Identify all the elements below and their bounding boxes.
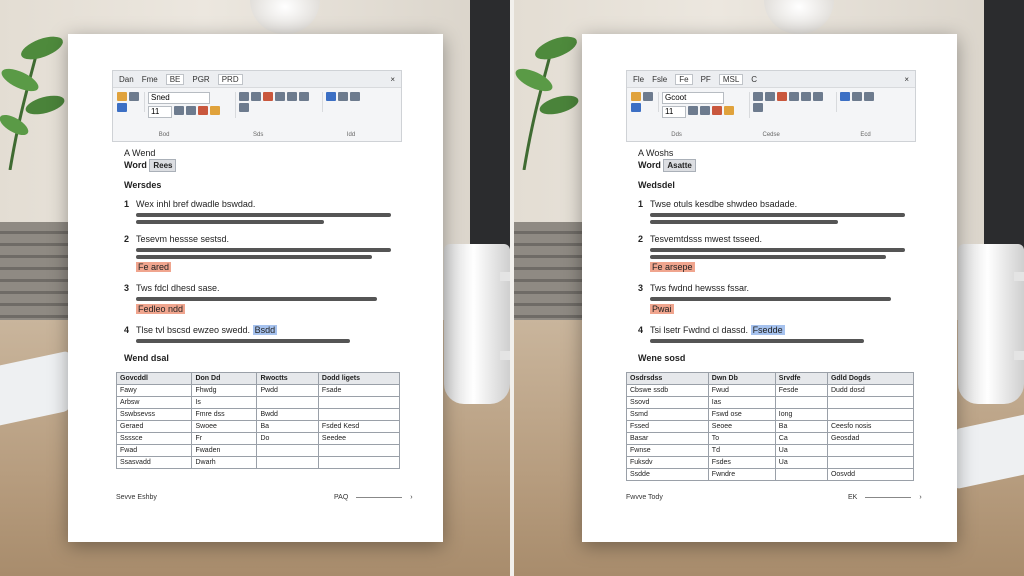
monitor — [470, 0, 510, 250]
tab-3[interactable]: PF — [700, 74, 711, 84]
doc-header: A Woshs — [638, 148, 674, 158]
table-cell: Arbsw — [117, 397, 192, 409]
table-cell: Swoee — [192, 421, 257, 433]
list-item — [124, 325, 404, 343]
table-row — [117, 397, 400, 409]
list-item — [638, 325, 918, 343]
group-labels — [627, 132, 915, 138]
table-cell: Ca — [775, 433, 827, 445]
monitor — [984, 0, 1024, 250]
data-table-right — [626, 372, 914, 481]
table-cell: Fwud — [708, 385, 775, 397]
group-label-2: Ecd — [860, 132, 871, 138]
doc-title — [124, 159, 404, 172]
list-number: 3 — [638, 283, 644, 293]
align-left-icon[interactable] — [275, 92, 285, 101]
cut-icon[interactable] — [129, 92, 139, 101]
bold-icon[interactable] — [174, 106, 184, 115]
table-cell: Ua — [775, 445, 827, 457]
justify-icon[interactable] — [239, 103, 249, 112]
table-cell — [318, 445, 399, 457]
plant-icon — [0, 20, 70, 170]
paste-icon[interactable] — [631, 92, 641, 101]
table-row — [627, 433, 914, 445]
tab-4[interactable]: MSL — [719, 74, 743, 85]
table-cell — [827, 397, 913, 409]
list-highlight: Pwai — [652, 304, 672, 314]
table-cell: Fsdes — [708, 457, 775, 469]
document-body-left — [124, 148, 404, 364]
table-cell: Td — [708, 445, 775, 457]
shelf — [514, 222, 584, 322]
close-icon[interactable]: × — [904, 74, 909, 84]
document-body-right — [638, 148, 918, 364]
table-cell: Fmre dss — [192, 409, 257, 421]
align-right-icon[interactable] — [813, 92, 823, 101]
font-color-icon[interactable] — [198, 106, 208, 115]
justify-icon[interactable] — [753, 103, 763, 112]
replace-icon[interactable] — [852, 92, 862, 101]
font-group — [662, 92, 750, 118]
page-footer-left — [626, 494, 663, 501]
italic-icon[interactable] — [700, 106, 710, 115]
table-cell: Basar — [627, 433, 709, 445]
page-footer-right — [848, 494, 922, 501]
editing-group — [326, 92, 365, 101]
list-text: Tws fdcl dhesd sase. — [136, 283, 220, 293]
footer-left-text: Fwvve Tody — [626, 494, 663, 501]
table-cell: Bwdd — [257, 409, 318, 421]
list-text: Tesvemtdsss mwest tsseed. — [650, 234, 763, 244]
photo-right — [514, 0, 1024, 576]
table-cell — [827, 457, 913, 469]
editing-group — [840, 92, 879, 101]
table-cell: Ssdde — [627, 469, 709, 481]
font-size-box[interactable]: 11 — [148, 106, 172, 118]
table-cell — [318, 457, 399, 469]
ribbon-left — [112, 70, 402, 142]
select-icon[interactable] — [350, 92, 360, 101]
highlight-icon[interactable] — [724, 106, 734, 115]
table-header: Govcddl — [117, 373, 192, 385]
table-row — [117, 421, 400, 433]
select-icon[interactable] — [864, 92, 874, 101]
align-center-icon[interactable] — [287, 92, 297, 101]
list-item — [638, 234, 918, 273]
paragraph-group — [753, 92, 837, 112]
table-cell: Geosdad — [827, 433, 913, 445]
table-header: Dodd ligets — [318, 373, 399, 385]
toolbar — [113, 88, 401, 132]
paste-icon[interactable] — [117, 92, 127, 101]
italic-icon[interactable] — [186, 106, 196, 115]
list-text: Tws fwdnd hewsss fssar. — [650, 283, 750, 293]
table-cell: Pwdd — [257, 385, 318, 397]
chevron-right-icon[interactable]: › — [410, 494, 413, 501]
tab-5[interactable]: C — [751, 74, 758, 84]
list-number: 2 — [124, 234, 130, 244]
table-cell: Ssasvadd — [117, 457, 192, 469]
table-row — [627, 457, 914, 469]
table-cell: Ba — [775, 421, 827, 433]
table-cell: Do — [257, 433, 318, 445]
align-center-icon[interactable] — [801, 92, 811, 101]
table-cell: Ceesfo nosis — [827, 421, 913, 433]
table-header: Gdld Dogds — [827, 373, 913, 385]
footer-right-text: EK — [848, 494, 858, 501]
table-cell: Fwnse — [627, 445, 709, 457]
list-tag: Fe arsepe — [652, 262, 693, 272]
tab-4[interactable]: PRD — [218, 74, 243, 85]
cut-icon[interactable] — [643, 92, 653, 101]
close-icon[interactable]: × — [390, 74, 395, 84]
text-style-icon[interactable] — [263, 92, 273, 101]
data-table-left — [116, 372, 400, 469]
table-cell: Fwad — [117, 445, 192, 457]
tab-3[interactable]: PGR — [192, 74, 210, 84]
table-row — [627, 469, 914, 481]
format-painter-icon[interactable] — [631, 103, 641, 112]
doc-title-word: Word — [124, 160, 147, 170]
clipboard-group — [117, 92, 145, 112]
mug-handle — [1014, 272, 1024, 360]
table-row — [117, 457, 400, 469]
table-row — [627, 445, 914, 457]
doc-title-chip[interactable]: Asatte — [663, 159, 695, 172]
list-item — [124, 283, 404, 315]
table-cell: Seoee — [708, 421, 775, 433]
find-icon[interactable] — [840, 92, 850, 101]
table-row — [117, 445, 400, 457]
table-cell: Ssovd — [627, 397, 709, 409]
tab-0[interactable]: Dan — [119, 74, 134, 84]
table-cell — [827, 445, 913, 457]
list-number: 1 — [124, 199, 130, 209]
table-header-row — [627, 373, 914, 385]
table-heading: Wene sosd — [638, 353, 686, 363]
table-cell: Ssmd — [627, 409, 709, 421]
list-item — [124, 199, 404, 224]
font-color-icon[interactable] — [712, 106, 722, 115]
toolbar — [627, 88, 915, 132]
font-group — [148, 92, 236, 118]
align-left-icon[interactable] — [789, 92, 799, 101]
table-cell — [775, 469, 827, 481]
list-text: Tlse tvl bscsd ewzeo swedd. — [136, 325, 251, 335]
table-cell: Fawy — [117, 385, 192, 397]
table-cell — [257, 445, 318, 457]
table-cell: Fssed — [627, 421, 709, 433]
bullets-icon[interactable] — [753, 92, 763, 101]
list-item — [638, 283, 918, 315]
list-text: Twse otuls kesdbe shwdeo bsadade. — [650, 199, 798, 209]
table-row — [627, 385, 914, 397]
table-cell — [257, 457, 318, 469]
table-row — [627, 421, 914, 433]
table-header: Dwn Db — [708, 373, 775, 385]
table-row — [627, 409, 914, 421]
table-cell: Is — [192, 397, 257, 409]
text-style-icon[interactable] — [777, 92, 787, 101]
group-label-2: Idd — [346, 132, 356, 138]
ribbon-right — [626, 70, 916, 142]
table-cell: Fswd ose — [708, 409, 775, 421]
table-cell: Fsded Kesd — [318, 421, 399, 433]
table-cell: Ias — [708, 397, 775, 409]
table-row — [117, 409, 400, 421]
list-number: 3 — [124, 283, 130, 293]
font-name-box[interactable]: Gcoot — [662, 92, 724, 104]
table-cell: Ssssce — [117, 433, 192, 445]
table-heading: Wend dsal — [124, 353, 169, 363]
table-cell — [318, 409, 399, 421]
list-highlight: Fsedde — [752, 325, 783, 335]
section-heading: Wedsdel — [638, 180, 675, 190]
format-painter-icon[interactable] — [117, 103, 127, 112]
ribbon-tabs — [627, 71, 915, 88]
page-footer-left — [116, 494, 157, 501]
table-cell: Fr — [192, 433, 257, 445]
replace-icon[interactable] — [338, 92, 348, 101]
highlight-icon[interactable] — [210, 106, 220, 115]
find-icon[interactable] — [326, 92, 336, 101]
table-cell: Fwndre — [708, 469, 775, 481]
bullets-icon[interactable] — [239, 92, 249, 101]
tab-1[interactable]: Fme — [141, 74, 158, 84]
doc-title-word: Word — [638, 160, 661, 170]
page-footer-right — [334, 494, 413, 501]
font-size-box[interactable]: 11 — [662, 106, 686, 118]
mug-handle — [500, 272, 510, 360]
list-text: Wex inhl bref dwadle bswdad. — [136, 199, 256, 209]
table-cell — [318, 397, 399, 409]
list-number: 1 — [638, 199, 644, 209]
footer-rule — [865, 497, 911, 498]
footer-rule — [356, 497, 402, 498]
document-page-left — [68, 34, 443, 542]
plant-icon — [514, 20, 584, 170]
table-cell: Fuksdv — [627, 457, 709, 469]
table-row — [627, 397, 914, 409]
numbering-icon[interactable] — [765, 92, 775, 101]
paragraph-group — [239, 92, 323, 112]
table-cell: Ua — [775, 457, 827, 469]
tab-2[interactable]: Fe — [675, 74, 692, 85]
list-item — [638, 199, 918, 224]
table-cell: Fesde — [775, 385, 827, 397]
doc-title — [638, 159, 918, 172]
table-cell: To — [708, 433, 775, 445]
list-number: 4 — [638, 325, 644, 335]
photo-left — [0, 0, 510, 576]
list-item — [124, 234, 404, 273]
table-cell: Fhwdg — [192, 385, 257, 397]
table-header: Don Dd — [192, 373, 257, 385]
list-text: Tsi lsetr Fwdnd cl dassd. — [650, 325, 749, 335]
document-page-right — [582, 34, 957, 542]
tab-2[interactable]: BE — [166, 74, 185, 85]
doc-header: A Wend — [124, 148, 156, 158]
table-cell: Dudd dosd — [827, 385, 913, 397]
group-labels — [113, 132, 401, 138]
table-cell: Iong — [775, 409, 827, 421]
bold-icon[interactable] — [688, 106, 698, 115]
table-cell: Oosvdd — [827, 469, 913, 481]
font-name-box[interactable]: Sned — [148, 92, 210, 104]
footer-left-text: Sevve Eshby — [116, 494, 157, 501]
list-highlight: Bsdd — [254, 325, 276, 335]
clipboard-group — [631, 92, 659, 112]
list-number: 4 — [124, 325, 130, 335]
table-cell: Seedee — [318, 433, 399, 445]
group-label-0: Bod — [158, 132, 170, 138]
table-header: Osdrsdss — [627, 373, 709, 385]
tab-0[interactable]: Fle — [633, 74, 645, 84]
table-cell: Ba — [257, 421, 318, 433]
list-highlight: Fedleo ndd — [138, 304, 184, 314]
table-cell: Fsade — [318, 385, 399, 397]
numbering-icon[interactable] — [251, 92, 261, 101]
ribbon-tabs — [113, 71, 401, 88]
table-header: Rwoctts — [257, 373, 318, 385]
list-text: Tesevm hessse sestsd. — [136, 234, 230, 244]
table-cell: Sswbsevss — [117, 409, 192, 421]
table-cell: Cbswe ssdb — [627, 385, 709, 397]
chevron-right-icon[interactable]: › — [919, 494, 922, 501]
table-header: Srvdfe — [775, 373, 827, 385]
align-right-icon[interactable] — [299, 92, 309, 101]
table-cell: Geraed — [117, 421, 192, 433]
group-label-0: Dds — [671, 132, 682, 138]
doc-title-chip[interactable]: Rees — [149, 159, 176, 172]
tab-1[interactable]: Fsle — [652, 74, 668, 84]
list-tag: Fe ared — [138, 262, 170, 272]
table-row — [117, 433, 400, 445]
table-cell: Fwaden — [192, 445, 257, 457]
section-heading: Wersdes — [124, 180, 162, 190]
table-cell — [775, 397, 827, 409]
group-label-1: Sds — [252, 132, 264, 138]
list-number: 2 — [638, 234, 644, 244]
footer-right-text: PAQ — [334, 494, 349, 501]
table-cell: Dwarh — [192, 457, 257, 469]
group-label-1: Cedse — [762, 132, 780, 138]
table-header-row — [117, 373, 400, 385]
table-cell — [257, 397, 318, 409]
table-cell — [827, 409, 913, 421]
table-row — [117, 385, 400, 397]
